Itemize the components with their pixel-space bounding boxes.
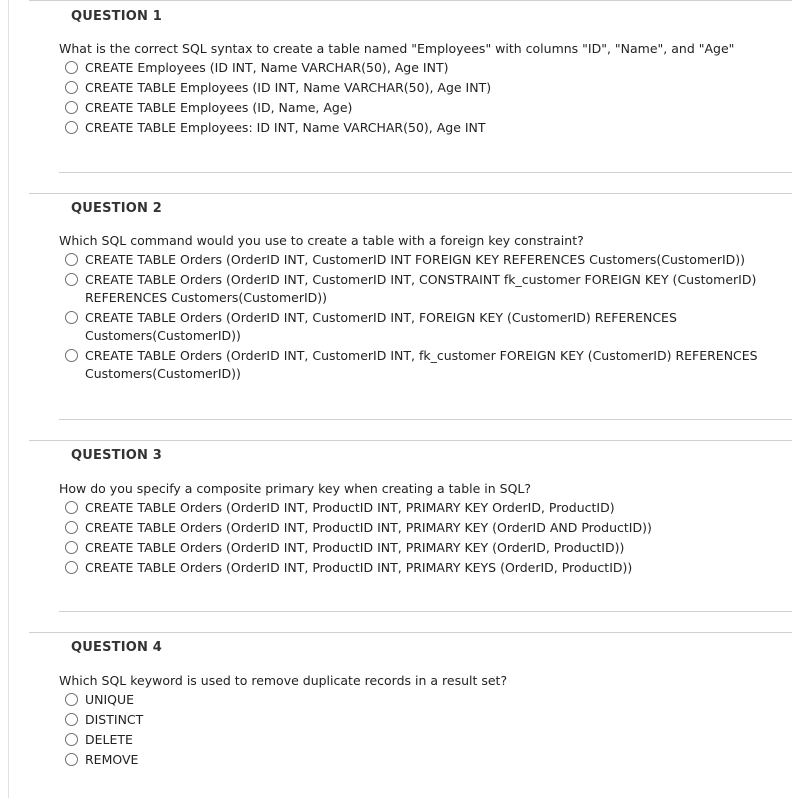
answer-option[interactable] <box>65 271 762 307</box>
option-label: CREATE TABLE Employees (ID, Name, Age) <box>85 100 353 115</box>
radio-button[interactable] <box>65 311 78 324</box>
page-left-border <box>8 0 9 798</box>
radio-button[interactable] <box>65 349 78 362</box>
question-title: QUESTION 3 <box>71 448 163 463</box>
radio-button[interactable] <box>65 501 78 514</box>
radio-button[interactable] <box>65 541 78 554</box>
option-label: CREATE TABLE Orders (OrderID INT, ProductID INT, PRIMARY KEY OrderID, ProductID) <box>85 500 615 515</box>
option-label: CREATE TABLE Orders (OrderID INT, ProductID INT, PRIMARY KEY (OrderID AND ProductID)) <box>85 520 652 535</box>
answer-option[interactable] <box>65 347 762 383</box>
answer-options <box>65 59 762 139</box>
question-1 <box>29 0 792 194</box>
answer-option[interactable] <box>65 711 762 729</box>
answer-option[interactable] <box>65 251 762 269</box>
question-text: Which SQL command would you use to create a table with a foreign key constraint? <box>59 233 584 248</box>
question-title: QUESTION 4 <box>71 640 163 655</box>
question-divider <box>59 172 792 173</box>
question-divider <box>59 611 792 612</box>
radio-button[interactable] <box>65 753 78 766</box>
answer-option[interactable] <box>65 731 762 749</box>
radio-button[interactable] <box>65 61 78 74</box>
answer-option[interactable] <box>65 691 762 709</box>
radio-button[interactable] <box>65 121 78 134</box>
option-label: UNIQUE <box>85 692 135 707</box>
question-3 <box>29 440 792 633</box>
answer-options <box>65 691 762 771</box>
option-label: CREATE TABLE Orders (OrderID INT, ProductID INT, PRIMARY KEY (OrderID, ProductID)) <box>85 540 625 555</box>
answer-option[interactable] <box>65 119 762 137</box>
option-label: CREATE TABLE Employees (ID INT, Name VARCHAR(50), Age INT) <box>85 80 492 95</box>
question-text: What is the correct SQL syntax to create a table named "Employees" with columns "ID", "Name", and "Age" <box>59 41 735 56</box>
question-text: Which SQL keyword is used to remove duplicate records in a result set? <box>59 673 508 688</box>
question-4 <box>29 632 792 799</box>
answer-option[interactable] <box>65 539 762 557</box>
radio-button[interactable] <box>65 693 78 706</box>
answer-options <box>65 251 762 385</box>
option-label: CREATE Employees (ID INT, Name VARCHAR(50), Age INT) <box>85 60 449 75</box>
question-divider <box>59 419 792 420</box>
radio-button[interactable] <box>65 81 78 94</box>
radio-button[interactable] <box>65 521 78 534</box>
question-title: QUESTION 1 <box>71 9 163 24</box>
radio-button[interactable] <box>65 561 78 574</box>
question-text: How do you specify a composite primary key when creating a table in SQL? <box>59 481 532 496</box>
answer-option[interactable] <box>65 99 762 117</box>
option-label: DELETE <box>85 732 133 747</box>
radio-button[interactable] <box>65 253 78 266</box>
question-2 <box>29 193 792 441</box>
option-label: CREATE TABLE Employees: ID INT, Name VARCHAR(50), Age INT <box>85 120 486 135</box>
option-label: DISTINCT <box>85 712 144 727</box>
option-label: CREATE TABLE Orders (OrderID INT, CustomerID INT FOREIGN KEY REFERENCES Customers(CustomerID)) <box>85 252 746 267</box>
radio-button[interactable] <box>65 273 78 286</box>
option-label: CREATE TABLE Orders (OrderID INT, ProductID INT, PRIMARY KEYS (OrderID, ProductID)) <box>85 560 633 575</box>
radio-button[interactable] <box>65 101 78 114</box>
question-title: QUESTION 2 <box>71 201 163 216</box>
answer-option[interactable] <box>65 559 762 577</box>
radio-button[interactable] <box>65 713 78 726</box>
answer-option[interactable] <box>65 519 762 537</box>
radio-button[interactable] <box>65 733 78 746</box>
answer-options <box>65 499 762 579</box>
option-label: CREATE TABLE Orders (OrderID INT, CustomerID INT, CONSTRAINT fk_customer FOREIGN KEY (CustomerID) REFERENCES Customers(CustomerID)) <box>85 272 757 305</box>
option-label: CREATE TABLE Orders (OrderID INT, CustomerID INT, fk_customer FOREIGN KEY (CustomerID) REFERENCES Customers(CustomerID)) <box>85 348 758 381</box>
option-label: REMOVE <box>85 752 139 767</box>
option-label: CREATE TABLE Orders (OrderID INT, CustomerID INT, FOREIGN KEY (CustomerID) REFERENCES Customers(CustomerID)) <box>85 310 677 343</box>
answer-option[interactable] <box>65 751 762 769</box>
answer-option[interactable] <box>65 309 762 345</box>
answer-option[interactable] <box>65 79 762 97</box>
answer-option[interactable] <box>65 499 762 517</box>
answer-option[interactable] <box>65 59 762 77</box>
